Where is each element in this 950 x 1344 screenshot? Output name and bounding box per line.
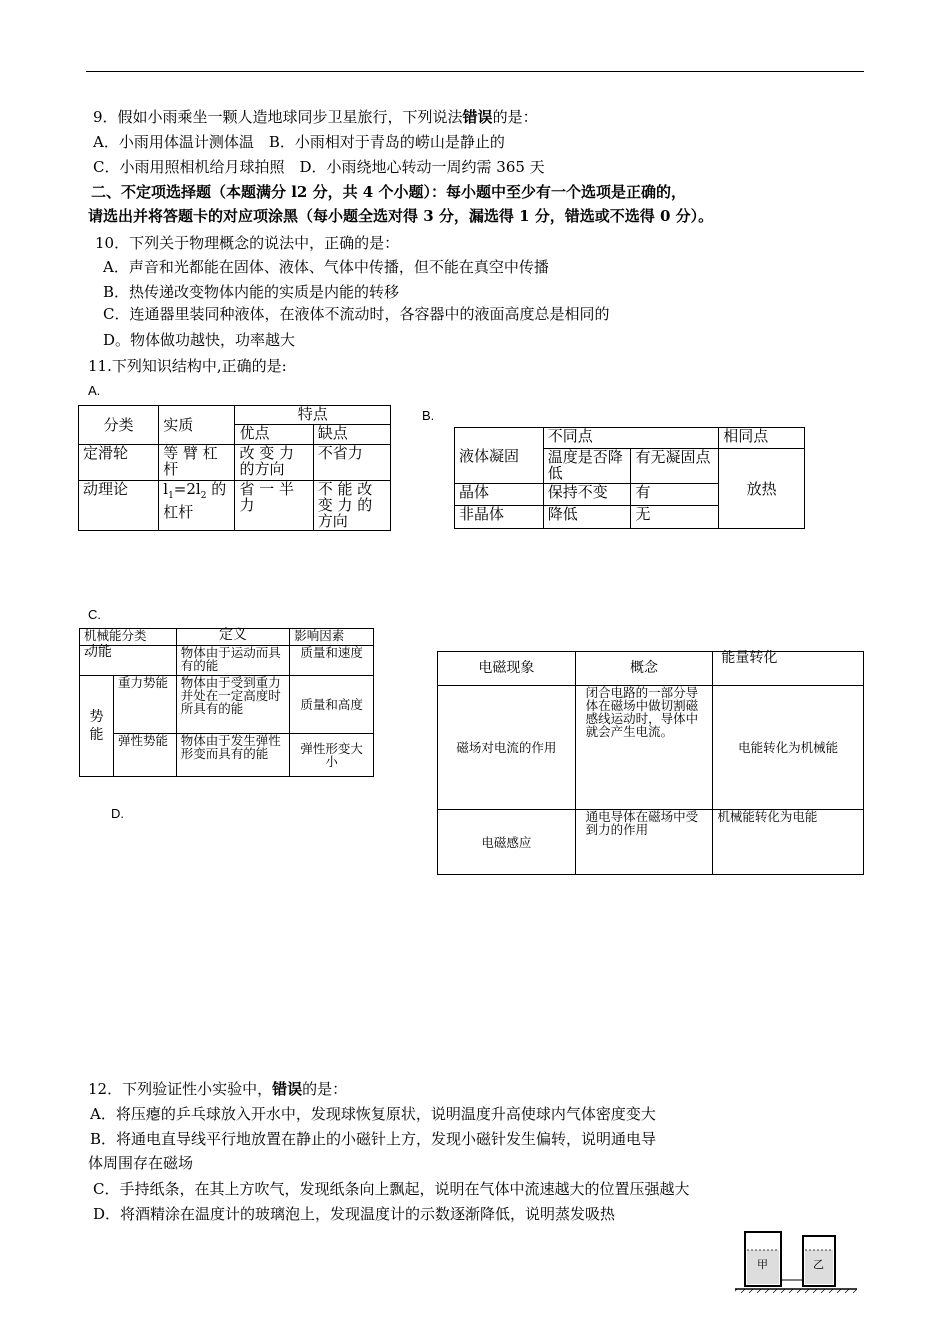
table-d-cell: 机械能转化为电能 (713, 810, 864, 875)
q10-option-c: C．连通器里装同种液体，在液体不流动时，各容器中的液面高度总是相同的 (103, 305, 610, 323)
table-a-cell: 省 一 半力 (235, 481, 313, 531)
table-a-cell: 不省力 (313, 445, 390, 481)
q10-option-a: A．声音和光都能在固体、液体、气体中传播，但不能在真空中传播 (103, 258, 549, 276)
table-c-grav-factor: 质量和高度 (290, 676, 374, 734)
table-c-kinetic: 动能 (80, 646, 177, 676)
table-a-cell: 等 臂 杠杆 (159, 445, 235, 481)
table-b-header-liquid: 液体凝固 (455, 428, 544, 484)
table-b-cell: 有 (631, 484, 719, 506)
table-b-header-same: 相同点 (719, 428, 805, 449)
table-c-elastic: 弹性势能 (113, 734, 176, 777)
table-a-cell-formula: $l_1=2l_2$ 的杠杆 (159, 481, 235, 531)
container-left-label: 甲 (757, 1258, 768, 1271)
container-right-label: 乙 (813, 1258, 824, 1271)
table-a-cell: 不 能 改变 力 的方向 (313, 481, 390, 531)
table-b-header-point: 有无凝固点 (631, 449, 719, 484)
table-a-header-adv: 优点 (235, 425, 313, 445)
table-c-kinetic-def: 物体由于运动而具有的能 (176, 646, 290, 676)
table-c-header-class: 机械能分类 (80, 629, 177, 646)
q11-stem: 11.下列知识结构中,正确的是: (88, 357, 287, 375)
section2-line2: 请选出并将答题卡的对应项涂黑（每小题全选对得 3 分，漏选得 1 分，错选或不选得 0 分）。 (88, 207, 714, 225)
q12-stem: 12．下列验证性小实验中，错误的是： (88, 1080, 348, 1098)
containers-figure (735, 1230, 857, 1294)
table-a-header-class: 分类 (79, 406, 159, 445)
table-b-header-temp: 温度是否降低 (543, 449, 631, 484)
q10-option-b: B．热传递改变物体内能的实质是内能的转移 (103, 283, 400, 301)
table-d-cell: 电能转化为机械能 (713, 686, 864, 810)
table-d-cell: 磁场对电流的作用 (438, 686, 576, 810)
table-b-cell: 无 (631, 506, 719, 529)
table-c-kinetic-factor: 质量和速度 (290, 646, 374, 676)
q10-option-d: D。物体做功越快，功率越大 (103, 331, 296, 349)
table-c (79, 628, 374, 777)
q12-option-b-line2: 体周围存在磁场 (88, 1154, 194, 1172)
table-d-cell: 闭合电路的一部分导体在磁场中做切割磁感线运动时，导体中就会产生电流。 (575, 686, 713, 810)
q10-stem: 10．下列关于物理概念的说法中，正确的是： (95, 234, 400, 252)
table-d-header-concept: 概念 (575, 652, 713, 686)
table-d-cell: 电磁感应 (438, 810, 576, 875)
table-b-cell: 降低 (543, 506, 631, 529)
table-a (78, 405, 391, 531)
table-a-header-dis: 缺点 (313, 425, 390, 445)
q9-options-cd: C．小雨用照相机给月球拍照 D．小雨绕地心转动一周约需 365 天 (93, 158, 545, 176)
table-a-header-feature: 特点 (235, 406, 391, 425)
table-d-cell: 通电导体在磁场中受到力的作用 (575, 810, 713, 875)
table-b-cell: 晶体 (455, 484, 544, 506)
table-a-cell: 动理论 (79, 481, 159, 531)
table-a-header-essence: 实质 (159, 406, 235, 445)
q12-option-b-line1: B．将通电直导线平行地放置在静止的小磁针上方，发现小磁针发生偏转，说明通电导 (90, 1130, 657, 1148)
q11-label-d: D. (111, 806, 124, 821)
table-c-elastic-def: 物体由于发生弹性形变而具有的能 (176, 734, 290, 777)
q11-label-c: C. (88, 607, 101, 622)
q12-option-c: C．手持纸条，在其上方吹气，发现纸条向上飘起，说明在气体中流速越大的位置压强越大 (93, 1180, 690, 1198)
table-b (454, 427, 805, 529)
table-c-grav: 重力势能 (113, 676, 176, 734)
q11-label-b: B. (422, 408, 435, 423)
section2-line1: 二、不定项选择题（本题满分 l2 分，共 4 个小题）：每小题中至少有一个选项是正确的， (91, 183, 686, 201)
table-b-cell: 保持不变 (543, 484, 631, 506)
q12-option-a: A．将压瘪的乒乓球放入开水中，发现球恢复原状，说明温度升高使球内气体密度变大 (90, 1105, 656, 1123)
q12-option-d: D．将酒精涂在温度计的玻璃泡上，发现温度计的示数逐渐降低，说明蒸发吸热 (93, 1205, 616, 1223)
table-c-header-factor: 影响因素 (290, 629, 374, 646)
table-c-elastic-factor: 弹性形变大小 (290, 734, 374, 777)
table-b-header-diff: 不同点 (543, 428, 718, 449)
q9-stem: 9．假如小雨乘坐一颗人造地球同步卫星旅行，下列说法错误的是： (93, 108, 538, 126)
table-c-grav-def: 物体由于受到重力并处在一定高度时所具有的能 (176, 676, 290, 734)
table-a-cell: 定滑轮 (79, 445, 159, 481)
table-d-header-energy: 能量转化 (713, 652, 864, 686)
table-a-cell: 改 变 力的方向 (235, 445, 313, 481)
table-b-same-cell: 放热 (719, 449, 805, 529)
table-d (437, 651, 864, 875)
table-c-header-def: 定义 (176, 629, 290, 646)
q9-options-ab: A．小雨用体温计测体温 B．小雨相对于青岛的崂山是静止的 (93, 133, 505, 151)
q11-label-a: A. (88, 383, 101, 398)
table-d-header-phenomenon: 电磁现象 (438, 652, 576, 686)
table-b-cell: 非晶体 (455, 506, 544, 529)
header-rule (86, 71, 864, 72)
table-c-potential: 势能 (80, 676, 114, 777)
